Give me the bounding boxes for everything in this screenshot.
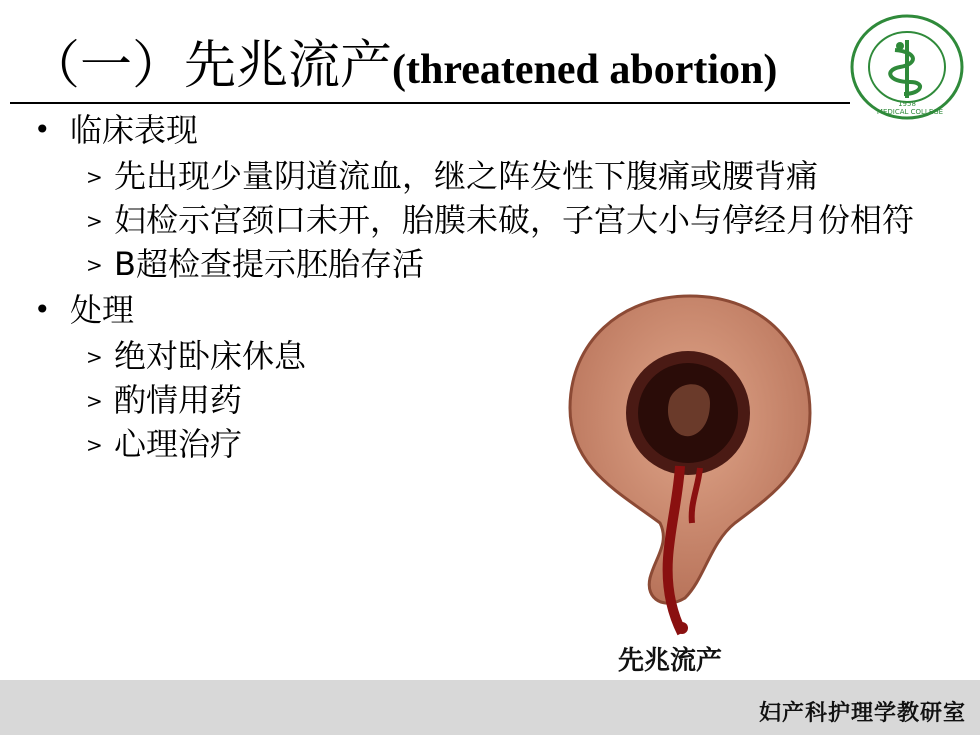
arrow-bullet-icon: > xyxy=(86,345,103,369)
uterus-illustration xyxy=(560,288,820,638)
sub-bullet xyxy=(86,157,916,195)
section-heading: 临床表现 xyxy=(70,111,199,149)
section-heading: 处理 xyxy=(70,291,135,329)
footer-bar xyxy=(0,680,980,735)
college-logo xyxy=(848,12,966,122)
title-english: (threatened abortion) xyxy=(392,47,778,93)
arrow-bullet-icon: > xyxy=(86,253,103,277)
logo-name: MEDICAL COLLEGE xyxy=(876,108,944,116)
title-chinese: （一）先兆流产 xyxy=(28,36,393,96)
sub-bullet-text: 酌情用药 xyxy=(114,381,243,419)
illustration-caption: 先兆流产 xyxy=(618,646,723,676)
arrow-bullet-icon: > xyxy=(86,433,103,457)
logo-year: 1958 xyxy=(898,100,916,108)
arrow-bullet-icon: > xyxy=(86,165,103,189)
sub-bullet-text: B超检查提示胚胎存活 xyxy=(114,245,424,283)
footer-department: 妇产科护理学教研室 xyxy=(758,701,966,726)
bullet-dot: • xyxy=(34,113,51,146)
bullet-dot: • xyxy=(34,293,51,326)
sub-bullet-text: 妇检示宫颈口未开，胎膜未破，子宫大小与停经月份相符 xyxy=(114,201,915,239)
sub-bullet-text: 心理治疗 xyxy=(114,425,243,463)
sub-bullet xyxy=(86,201,916,239)
title-underline xyxy=(10,102,850,104)
sub-bullet-text: 绝对卧床休息 xyxy=(114,337,307,375)
slide-title xyxy=(28,36,778,96)
bullet-clinical xyxy=(34,110,934,150)
arrow-bullet-icon: > xyxy=(86,209,103,233)
arrow-bullet-icon: > xyxy=(86,389,103,413)
sub-bullet-text: 先出现少量阴道流血，继之阵发性下腹痛或腰背痛 xyxy=(114,157,819,195)
sub-bullet xyxy=(86,245,916,283)
